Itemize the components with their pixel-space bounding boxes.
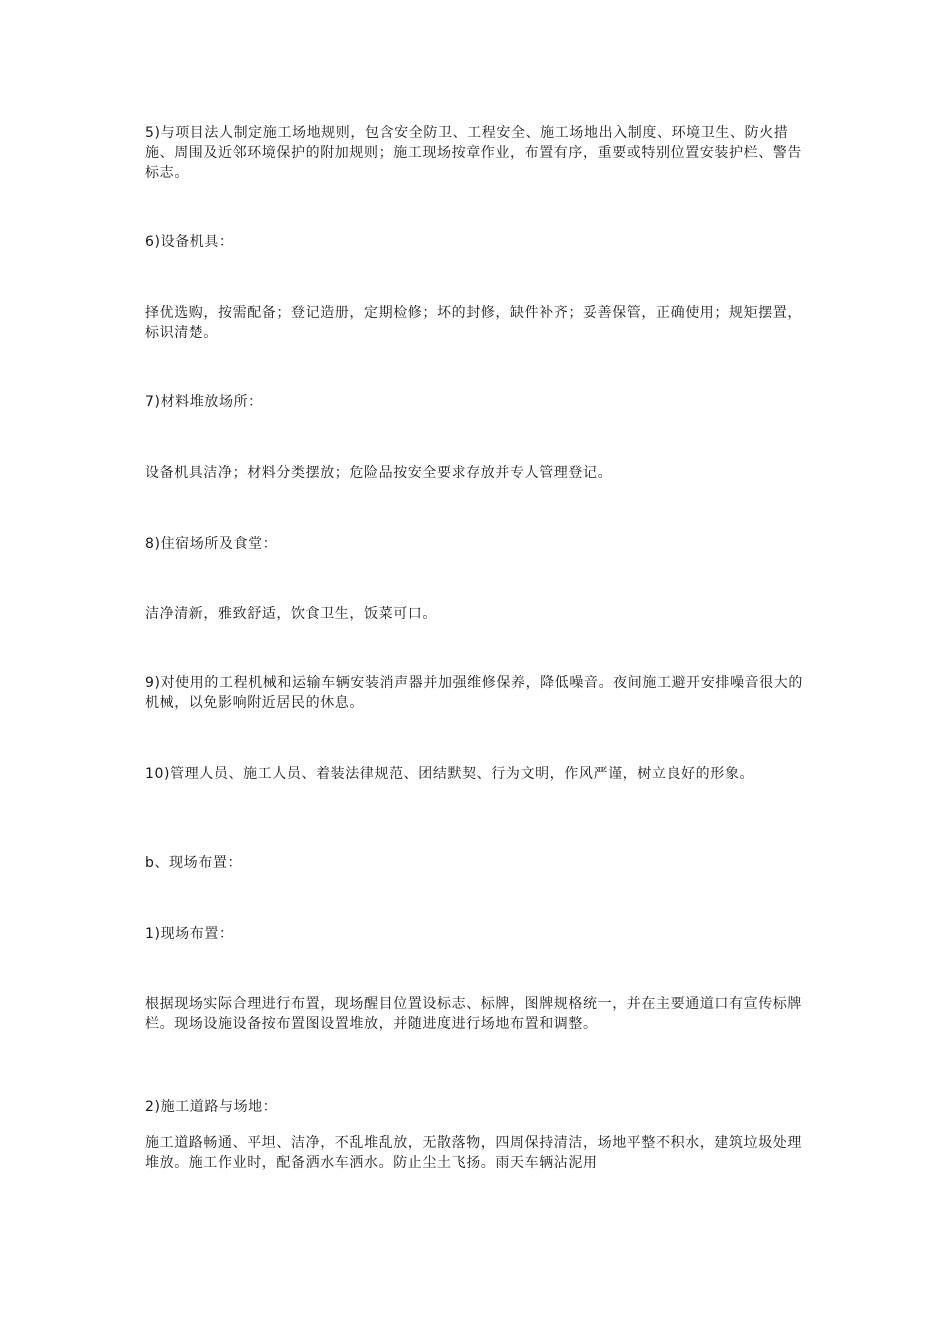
heading-site-layout-1: 1)现场布置： [145, 926, 234, 942]
heading-material-storage: 7)材料堆放场所： [145, 394, 263, 410]
paragraph-personnel: 10)管理人员、施工人员、着装法律规范、团结默契、行为文明，作风严谨，树立良好的形象。 [145, 766, 755, 782]
paragraph-equipment: 择优选购，按需配备；登记造册，定期检修；坏的封修，缺件补齐；妥善保管，正确使用；规矩摆置，标识清楚。 [145, 305, 802, 341]
heading-roads-site: 2)施工道路与场地： [145, 1099, 278, 1115]
paragraph-roads-site: 施工道路畅通、平坦、洁净，不乱堆乱放，无散落物，四周保持清洁，场地平整不积水，建筑垃圾处理堆放。施工作业时，配备洒水车洒水。防止尘土飞扬。雨天车辆沾泥用 [145, 1135, 802, 1171]
paragraph-material-storage: 设备机具洁净；材料分类摆放；危险品按安全要求存放并专人管理登记。 [145, 465, 613, 481]
paragraph-lodging-canteen: 洁净清新，雅致舒适，饮食卫生，饭菜可口。 [145, 606, 437, 622]
paragraph-noise-control: 9)对使用的工程机械和运输车辆安装消声器并加强维修保养，降低噪音。夜间施工避开安排噪音很大的机械，以免影响附近居民的休息。 [145, 675, 803, 711]
heading-site-layout: b、现场布置： [145, 855, 243, 871]
heading-equipment: 6)设备机具： [145, 234, 234, 250]
paragraph-site-rules: 5)与项目法人制定施工场地规则，包含安全防卫、工程安全、施工场地出入制度、环境卫生、防火措施、周围及近邻环境保护的附加规则；施工现场按章作业，布置有序，重要或特别位置安装护栏、警告标志。 [145, 125, 802, 181]
heading-lodging-canteen: 8)住宿场所及食堂： [145, 536, 278, 552]
paragraph-site-layout: 根据现场实际合理进行布置，现场醒目位置设标志、标牌，图牌规格统一，并在主要通道口有宣传标牌栏。现场设施设备按布置图设置堆放，并随进度进行场地布置和调整。 [145, 996, 802, 1032]
